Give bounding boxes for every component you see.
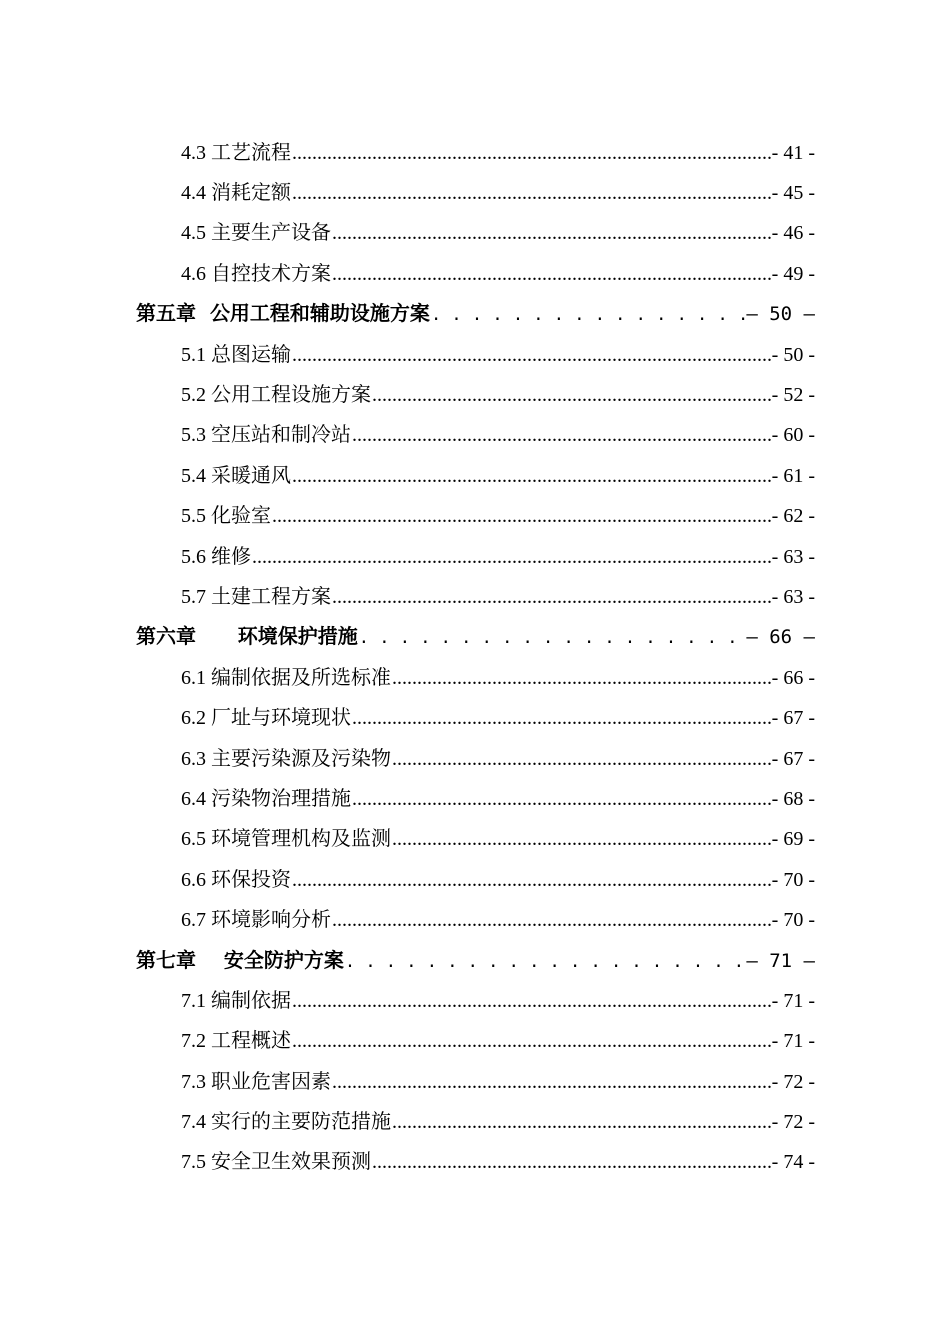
toc-section-entry[interactable] <box>0 1140 950 1180</box>
dot-leader <box>431 303 745 326</box>
toc-entry-number: 5.2 <box>181 384 211 407</box>
toc-entry-title: 安全卫生效果预测 <box>211 1151 371 1174</box>
toc-page-number: - 67 - <box>771 747 815 770</box>
toc-section-entry[interactable] <box>0 897 950 937</box>
toc-page-number: - 74 - <box>771 1151 815 1174</box>
toc-entry-line <box>181 459 815 488</box>
toc-entry-title: 工程概述 <box>211 1030 291 1053</box>
toc-section-entry[interactable] <box>0 332 950 372</box>
toc-entry-number: 6.2 <box>181 707 211 730</box>
toc-page-number: - 60 - <box>771 424 815 447</box>
dot-leader <box>292 869 771 892</box>
toc-page-number: – 50 – <box>746 303 815 326</box>
dot-leader <box>292 465 771 488</box>
toc-section-entry[interactable] <box>0 736 950 776</box>
toc-entry-title: 编制依据及所选标准 <box>211 666 391 689</box>
toc-chapter-entry[interactable] <box>0 938 950 978</box>
toc-entry-number: 第五章 <box>136 301 210 326</box>
toc-entry-line <box>181 257 815 286</box>
toc-section-entry[interactable] <box>0 1019 950 1059</box>
toc-entry-number: 6.6 <box>181 868 211 891</box>
toc-entry-number: 7.5 <box>181 1151 211 1174</box>
dot-leader <box>359 626 746 649</box>
toc-section-entry[interactable] <box>0 574 950 614</box>
toc-entry-title: 环保投资 <box>211 868 291 891</box>
toc-entry-title: 污染物治理措施 <box>211 787 351 810</box>
toc-entry-number: 第七章 <box>136 947 224 972</box>
toc-page-number: - 70 - <box>771 868 815 891</box>
toc-page-number: - 61 - <box>771 464 815 487</box>
toc-section-entry[interactable] <box>0 170 950 210</box>
toc-section-entry[interactable] <box>0 857 950 897</box>
dot-leader <box>345 950 746 973</box>
toc-entry-number: 7.3 <box>181 1070 211 1093</box>
toc-entry-number: 5.7 <box>181 585 211 608</box>
toc-entry-line <box>181 984 815 1013</box>
toc-entry-number: 4.6 <box>181 262 211 285</box>
dot-leader <box>392 748 771 771</box>
dot-leader <box>372 1151 771 1174</box>
toc-entry-title: 环境管理机构及监测 <box>211 828 391 851</box>
toc-entry-number: 第六章 <box>136 624 238 649</box>
dot-leader <box>292 142 771 165</box>
toc-entry-number: 7.4 <box>181 1111 211 1134</box>
table-of-contents <box>0 130 950 1180</box>
toc-entry-title: 环境保护措施 <box>237 624 358 649</box>
toc-page-number: - 66 - <box>771 666 815 689</box>
toc-entry-line <box>136 297 815 326</box>
toc-entry-number: 6.3 <box>181 747 211 770</box>
toc-entry-number: 6.7 <box>181 909 211 932</box>
toc-section-entry[interactable] <box>0 413 950 453</box>
toc-page-number: - 49 - <box>771 262 815 285</box>
dot-leader <box>332 909 771 932</box>
toc-section-entry[interactable] <box>0 978 950 1018</box>
toc-chapter-entry[interactable] <box>0 292 950 332</box>
dot-leader <box>292 182 771 205</box>
dot-leader <box>292 344 771 367</box>
toc-entry-title: 职业危害因素 <box>211 1070 331 1093</box>
toc-entry-line <box>181 540 815 569</box>
dot-leader <box>252 546 771 569</box>
toc-entry-line <box>181 1024 815 1053</box>
toc-entry-title: 总图运输 <box>211 343 291 366</box>
dot-leader <box>332 263 771 286</box>
dot-leader <box>392 1111 771 1134</box>
toc-chapter-entry[interactable] <box>0 615 950 655</box>
toc-entry-title: 环境影响分析 <box>211 909 331 932</box>
toc-entry-number: 7.2 <box>181 1030 211 1053</box>
toc-entry-line <box>181 216 815 245</box>
toc-entry-line <box>181 782 815 811</box>
toc-entry-line <box>181 822 815 851</box>
toc-entry-title: 化验室 <box>211 505 271 528</box>
toc-entry-title: 消耗定额 <box>211 182 291 205</box>
toc-entry-title: 主要生产设备 <box>211 222 331 245</box>
toc-entry-number: 7.1 <box>181 989 211 1012</box>
dot-leader <box>352 788 771 811</box>
dot-leader <box>352 424 771 447</box>
toc-entry-number: 5.6 <box>181 545 211 568</box>
toc-page-number: - 63 - <box>771 545 815 568</box>
toc-section-entry[interactable] <box>0 534 950 574</box>
toc-entry-line <box>181 378 815 407</box>
dot-leader <box>352 707 771 730</box>
toc-section-entry[interactable] <box>0 655 950 695</box>
toc-section-entry[interactable] <box>0 211 950 251</box>
dot-leader <box>392 828 771 851</box>
toc-page-number: - 68 - <box>771 787 815 810</box>
toc-entry-line <box>181 1105 815 1134</box>
toc-page-number: - 50 - <box>771 343 815 366</box>
dot-leader <box>332 222 771 245</box>
dot-leader <box>392 667 771 690</box>
toc-entry-title: 空压站和制冷站 <box>211 424 351 447</box>
toc-page-number: – 66 – <box>746 626 815 649</box>
toc-page-number: - 69 - <box>771 828 815 851</box>
toc-entry-line <box>181 742 815 771</box>
toc-page-number: - 71 - <box>771 1030 815 1053</box>
toc-entry-line <box>181 1065 815 1094</box>
toc-entry-line <box>181 499 815 528</box>
toc-entry-number: 5.4 <box>181 464 211 487</box>
toc-entry-line <box>181 661 815 690</box>
toc-entry-title: 编制依据 <box>211 989 291 1012</box>
toc-page-number: - 63 - <box>771 585 815 608</box>
toc-entry-line <box>181 418 815 447</box>
toc-entry-number: 4.5 <box>181 222 211 245</box>
toc-page-number: - 41 - <box>771 141 815 164</box>
toc-page-number: - 46 - <box>771 222 815 245</box>
toc-entry-title: 公用工程设施方案 <box>211 384 371 407</box>
toc-page-number: - 52 - <box>771 384 815 407</box>
toc-entry-number: 4.4 <box>181 182 211 205</box>
toc-section-entry[interactable] <box>0 1059 950 1099</box>
toc-entry-title: 厂址与环境现状 <box>211 707 351 730</box>
toc-section-entry[interactable] <box>0 453 950 493</box>
toc-entry-number: 6.1 <box>181 666 211 689</box>
toc-entry-number: 5.5 <box>181 505 211 528</box>
dot-leader <box>332 586 771 609</box>
toc-entry-number: 6.4 <box>181 787 211 810</box>
toc-entry-line <box>181 903 815 932</box>
toc-section-entry[interactable] <box>0 372 950 412</box>
toc-entry-line <box>181 136 815 165</box>
dot-leader <box>372 384 771 407</box>
toc-section-entry[interactable] <box>0 251 950 291</box>
toc-section-entry[interactable] <box>0 130 950 170</box>
toc-entry-title: 采暖通风 <box>211 464 291 487</box>
toc-entry-line <box>181 338 815 367</box>
toc-page-number: - 70 - <box>771 909 815 932</box>
toc-section-entry[interactable] <box>0 695 950 735</box>
toc-section-entry[interactable] <box>0 494 950 534</box>
toc-entry-line <box>181 580 815 609</box>
toc-entry-line <box>181 863 815 892</box>
toc-page-number: - 67 - <box>771 707 815 730</box>
toc-entry-title: 主要污染源及污染物 <box>211 747 391 770</box>
toc-entry-title: 实行的主要防范措施 <box>211 1111 391 1134</box>
toc-entry-number: 6.5 <box>181 828 211 851</box>
toc-section-entry[interactable] <box>0 817 950 857</box>
toc-section-entry[interactable] <box>0 1099 950 1139</box>
toc-page-number: - 72 - <box>771 1070 815 1093</box>
dot-leader <box>292 990 771 1013</box>
toc-page-number: - 62 - <box>771 505 815 528</box>
toc-entry-title: 维修 <box>211 545 251 568</box>
toc-page-number: – 71 – <box>746 949 815 972</box>
dot-leader <box>332 1071 771 1094</box>
toc-page-number: - 45 - <box>771 182 815 205</box>
toc-page-number: - 71 - <box>771 989 815 1012</box>
toc-entry-title: 公用工程和辅助设施方案 <box>209 301 430 326</box>
toc-entry-number: 4.3 <box>181 141 211 164</box>
toc-entry-title: 自控技术方案 <box>211 262 331 285</box>
dot-leader <box>292 1030 771 1053</box>
toc-entry-line <box>136 944 815 973</box>
toc-entry-number: 5.3 <box>181 424 211 447</box>
dot-leader <box>272 505 771 528</box>
toc-entry-line <box>181 701 815 730</box>
toc-section-entry[interactable] <box>0 776 950 816</box>
toc-entry-line <box>181 1145 815 1174</box>
toc-entry-line <box>136 620 815 649</box>
toc-entry-title: 工艺流程 <box>211 141 291 164</box>
toc-entry-number: 5.1 <box>181 343 211 366</box>
toc-entry-title: 安全防护方案 <box>223 947 344 972</box>
toc-page-number: - 72 - <box>771 1111 815 1134</box>
toc-entry-title: 土建工程方案 <box>211 585 331 608</box>
toc-entry-line <box>181 176 815 205</box>
